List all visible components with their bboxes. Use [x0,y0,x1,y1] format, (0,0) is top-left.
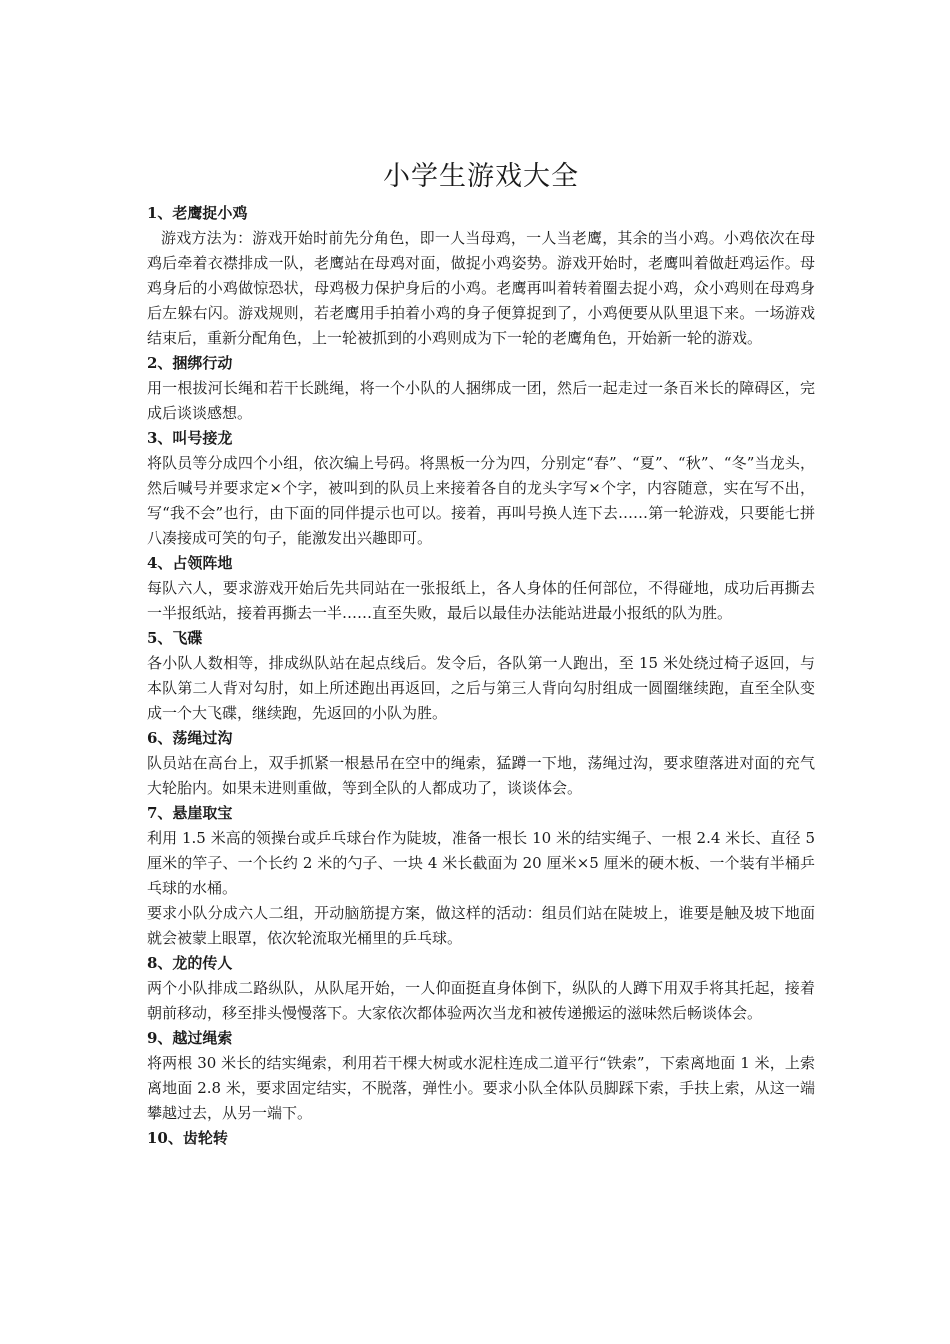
section-paragraph: 要求小队分成六人二组，开动脑筋提方案，做这样的活动：组员们站在陡坡上，谁要是触及坡下地面就会被蒙上眼罩，依次轮流取光桶里的乒乓球。 [147,904,815,947]
section-heading-3: 3、叫号接龙 [147,429,233,447]
section-paragraph: 每队六人，要求游戏开始后先共同站在一张报纸上，各人身体的任何部位，不得碰地，成功后再撕去一半报纸站，接着再撕去一半……直至失败，最后以最佳办法能站进最小报纸的队为胜。 [147,579,815,622]
section-paragraph: 将队员等分成四个小组，依次编上号码。将黑板一分为四，分别定“春”、“夏”、“秋”、“冬”当龙头，然后喊号并要求定×个字，被叫到的队员上来接着各自的龙头字写×个字，内容随意，实在写不出，写“我不会”也行，由下面的同伴提示也可以。接着，再叫号换人连下去……第一轮游戏，只要能七拼八凑接成可笑的句子，能激发出兴趣即可。 [147,454,815,547]
section-paragraph: 队员站在高台上，双手抓紧一根悬吊在空中的绳索，猛蹲一下地，荡绳过沟，要求堕落进对面的充气大轮胎内。如果未进则重做，等到全队的人都成功了，谈谈体会。 [147,754,815,797]
section-heading-7: 7、悬崖取宝 [147,804,233,822]
section-paragraph: 利用 1.5 米高的领操台或乒乓球台作为陡坡，准备一根长 10 米的结实绳子、一根 2.4 米长、直径 5 厘米的竿子、一个长约 2 米的勺子、一块 4 米长截面为 20 厘米×5 厘米的硬木板、一个装有半桶乒乓球的水桶。 [147,829,815,897]
section-paragraph: 用一根拔河长绳和若干长跳绳，将一个小队的人捆绑成一团，然后一起走过一条百米长的障碍区，完成后谈谈感想。 [147,379,815,422]
section-heading-2: 2、捆绑行动 [147,354,233,372]
section-heading-4: 4、占领阵地 [147,554,233,572]
section-heading-8: 8、龙的传人 [147,954,233,972]
document-title: 小学生游戏大全 [383,161,579,192]
section-paragraph: 将两根 30 米长的结实绳索，利用若干棵大树或水泥柱连成二道平行“铁索”，下索离地面 1 米，上索离地面 2.8 米，要求固定结实，不脱落，弹性小。要求小队全体队员脚踩下索，手扶上索，从这一端攀越过去，从另一端下。 [147,1054,815,1122]
section-paragraph: 游戏方法为：游戏开始时前先分角色，即一人当母鸡，一人当老鹰，其余的当小鸡。小鸡依次在母鸡后牵着衣襟排成一队，老鹰站在母鸡对面，做捉小鸡姿势。游戏开始时，老鹰叫着做赶鸡运作。母鸡身后的小鸡做惊恐状，母鸡极力保护身后的小鸡。老鹰再叫着转着圈去捉小鸡，众小鸡则在母鸡身后左躲右闪。游戏规则，若老鹰用手拍着小鸡的身子便算捉到了，小鸡便要从队里退下来。一场游戏结束后，重新分配角色，上一轮被抓到的小鸡则成为下一轮的老鹰角色，开始新一轮的游戏。 [147,229,815,347]
section-heading-10: 10、齿轮转 [147,1129,228,1147]
section-heading-5: 5、飞碟 [147,629,203,647]
section-paragraph: 各小队人数相等，排成纵队站在起点线后。发令后，各队第一人跑出，至 15 米处绕过椅子返回，与本队第二人背对勾肘，如上所述跑出再返回，之后与第三人背向勾肘组成一圆圈继续跑，直至全队变成一个大飞碟，继续跑，先返回的小队为胜。 [147,654,815,722]
section-heading-1: 1、老鹰捉小鸡 [147,204,248,222]
section-heading-6: 6、荡绳过沟 [147,729,233,747]
section-paragraph: 两个小队排成二路纵队，从队尾开始，一人仰面挺直身体倒下，纵队的人蹲下用双手将其托起，接着朝前移动，移至排头慢慢落下。大家依次都体验两次当龙和被传递搬运的滋味然后畅谈体会。 [147,979,815,1022]
section-heading-9: 9、越过绳索 [147,1029,233,1047]
document-page [147,155,815,1151]
